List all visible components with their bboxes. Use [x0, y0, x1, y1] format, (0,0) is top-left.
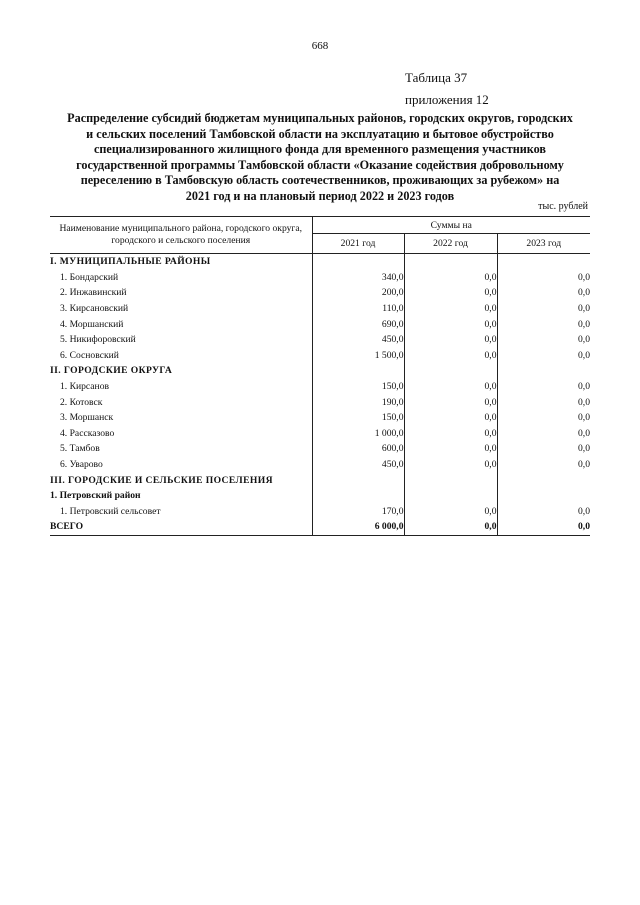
value-2023: 0,0 [497, 285, 590, 301]
row-name: 6. Сосновский [60, 349, 119, 361]
value-2021: 190,0 [312, 394, 404, 410]
value-2022: 0,0 [404, 519, 497, 535]
row-name: ВСЕГО [50, 519, 312, 535]
table-row [50, 426, 590, 442]
appendix-reference: приложения 12 [405, 92, 489, 107]
row-name: 3. Кирсановский [60, 303, 129, 315]
value-2023 [497, 254, 590, 270]
row-name: 1. Кирсанов [60, 381, 110, 393]
table-row [50, 410, 590, 426]
table-row [50, 457, 590, 473]
row-name: 4. Рассказово [60, 427, 115, 439]
value-2021: 1 000,0 [312, 426, 404, 442]
value-2022 [404, 472, 497, 488]
row-name: 2. Инжавинский [60, 287, 127, 299]
value-2022: 0,0 [404, 379, 497, 395]
table-reference: Таблица 37 [405, 70, 468, 85]
value-2021: 150,0 [312, 410, 404, 426]
value-2023: 0,0 [497, 301, 590, 317]
value-2021 [312, 488, 404, 504]
row-name: III. ГОРОДСКИЕ И СЕЛЬСКИЕ ПОСЕЛЕНИЯ [50, 474, 273, 486]
table-row [50, 270, 590, 286]
value-2021 [312, 254, 404, 270]
value-2022: 0,0 [404, 348, 497, 364]
value-2023: 0,0 [497, 504, 590, 520]
table-row [50, 301, 590, 317]
title-line: 2021 год и на плановый период 2022 и 2023 годов [185, 188, 455, 203]
subsidy-table [50, 216, 590, 536]
value-2021: 150,0 [312, 379, 404, 395]
value-2021: 6 000,0 [312, 519, 404, 535]
table-row [50, 316, 590, 332]
table-total-row [50, 519, 590, 535]
value-2022: 0,0 [404, 457, 497, 473]
table-row [50, 441, 590, 457]
row-name: 1. Петровский сельсовет [60, 505, 161, 517]
value-2021: 340,0 [312, 270, 404, 286]
value-2023: 0,0 [497, 519, 590, 535]
header-name-column: Наименование муниципального района, городского округа, городского и сельского поселения [50, 217, 312, 254]
value-2022 [404, 363, 497, 379]
table-subsection-row [50, 488, 590, 504]
header-year-2021: 2021 год [312, 234, 404, 254]
value-2022: 0,0 [404, 270, 497, 286]
table-section-row [50, 363, 590, 379]
units-label: тыс. рублей [538, 201, 588, 212]
value-2021 [312, 363, 404, 379]
value-2023 [497, 363, 590, 379]
title-line: государственной программы Тамбовской области «Оказание содействия добровольному [76, 157, 564, 172]
value-2022: 0,0 [404, 285, 497, 301]
value-2022 [404, 488, 497, 504]
value-2023: 0,0 [497, 316, 590, 332]
row-name: 3. Моршанск [60, 412, 114, 424]
value-2023 [497, 488, 590, 504]
row-name: 4. Моршанский [60, 318, 124, 330]
value-2022: 0,0 [404, 441, 497, 457]
value-2021: 1 500,0 [312, 348, 404, 364]
value-2022: 0,0 [404, 410, 497, 426]
value-2023: 0,0 [497, 379, 590, 395]
row-name: 5. Тамбов [60, 443, 100, 455]
value-2022 [404, 254, 497, 270]
value-2021: 200,0 [312, 285, 404, 301]
value-2021: 690,0 [312, 316, 404, 332]
value-2023: 0,0 [497, 348, 590, 364]
title-line: специализированного жилищного фонда для временного размещения участников [93, 142, 547, 157]
table-row [50, 348, 590, 364]
row-name: II. ГОРОДСКИЕ ОКРУГА [50, 365, 173, 377]
header-year-2023: 2023 год [497, 234, 590, 254]
value-2023 [497, 472, 590, 488]
row-name: 1. Бондарский [60, 271, 119, 283]
value-2022: 0,0 [404, 316, 497, 332]
value-2022: 0,0 [404, 426, 497, 442]
header-sums: Суммы на [312, 217, 590, 234]
value-2022: 0,0 [404, 301, 497, 317]
title-line: Распределение субсидий бюджетам муниципальных районов, городских округов, городских [67, 111, 573, 125]
row-name: I. МУНИЦИПАЛЬНЫЕ РАЙОНЫ [50, 256, 211, 268]
table-body [50, 254, 590, 536]
table-row [50, 379, 590, 395]
row-name: 2. Котовск [60, 396, 103, 408]
value-2023: 0,0 [497, 426, 590, 442]
table-section-row [50, 472, 590, 488]
value-2022: 0,0 [404, 394, 497, 410]
row-name: 6. Уварово [60, 459, 103, 471]
value-2021: 170,0 [312, 504, 404, 520]
value-2021 [312, 472, 404, 488]
value-2023: 0,0 [497, 270, 590, 286]
value-2022: 0,0 [404, 504, 497, 520]
row-name: 5. Никифоровский [60, 334, 136, 346]
value-2022: 0,0 [404, 332, 497, 348]
row-name: 1. Петровский район [50, 490, 141, 502]
value-2023: 0,0 [497, 410, 590, 426]
title-line: переселению в Тамбовскую область соотечественников, проживающих за рубежом» на [80, 173, 560, 188]
value-2021: 110,0 [312, 301, 404, 317]
value-2021: 450,0 [312, 332, 404, 348]
header-year-2022: 2022 год [404, 234, 497, 254]
value-2023: 0,0 [497, 394, 590, 410]
page-number: 668 [311, 40, 329, 52]
document-title [40, 111, 600, 205]
value-2021: 600,0 [312, 441, 404, 457]
value-2021: 450,0 [312, 457, 404, 473]
table-row [50, 332, 590, 348]
table-row [50, 504, 590, 520]
value-2023: 0,0 [497, 441, 590, 457]
table-section-row [50, 254, 590, 270]
table-row [50, 394, 590, 410]
table-row [50, 285, 590, 301]
value-2023: 0,0 [497, 457, 590, 473]
value-2023: 0,0 [497, 332, 590, 348]
title-line: и сельских поселений Тамбовской области на эксплуатацию и бытовое обустройство [86, 126, 554, 141]
